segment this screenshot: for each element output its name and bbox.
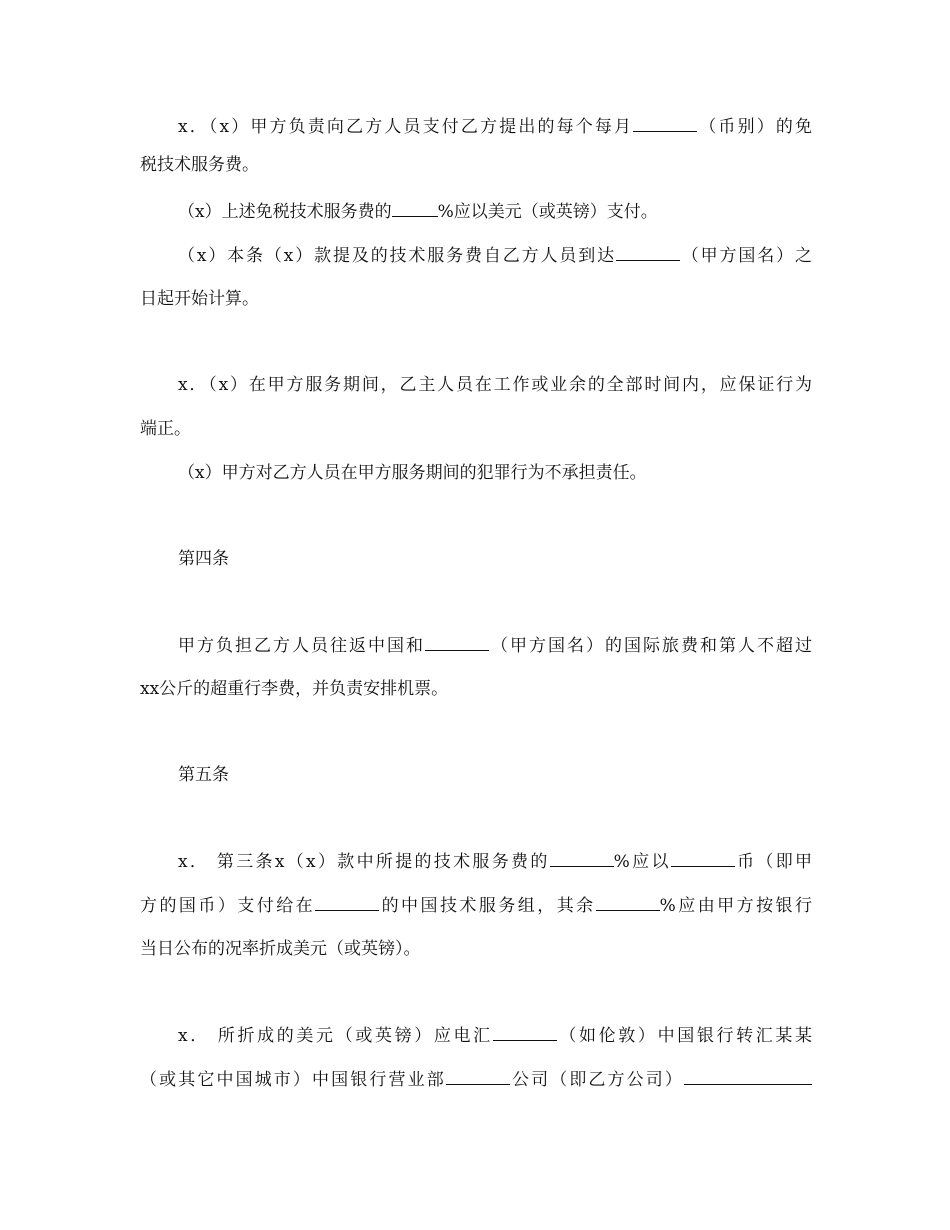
clause3-item2: （x）上述免税技术服务费的 %应以美元（或英镑）支付。 <box>178 202 658 222</box>
clause4-title: 第四条 <box>178 549 229 569</box>
clause3-conduct-line2: 端正。 <box>140 419 191 439</box>
clause5-p2-line1: x． 所折成的美元（或英镑）应电汇 （如伦敦）中国银行转汇某某 <box>178 1026 812 1046</box>
blank-percent <box>596 894 660 911</box>
blank-location <box>315 894 379 911</box>
clause5-p2-line2: （或其它中国城市）中国银行营业部 公司（即乙方公司） <box>140 1068 812 1091</box>
blank-percent <box>392 200 438 217</box>
blank-country <box>425 634 489 651</box>
clause4-line1: 甲方负担乙方人员往返中国和 （甲方国名）的国际旅费和第人不超过 <box>178 636 812 656</box>
clause3-item1-line2: 税技术服务费。 <box>140 155 259 175</box>
clause3-item3-line1: （x）本条（x）款提及的技术服务费自乙方人员到达 （甲方国名）之 <box>178 246 812 266</box>
blank-currency <box>671 850 735 867</box>
blank-account <box>684 1068 812 1085</box>
blank-percent <box>550 850 614 867</box>
blank-city <box>493 1024 557 1041</box>
clause3-item1-line1: x．（x）甲方负责向乙方人员支付乙方提出的每个每月 （币别）的免 <box>178 117 812 137</box>
blank-currency <box>633 115 697 132</box>
clause4-line2: xx公斤的超重行李费，并负责安排机票。 <box>140 679 449 699</box>
clause3-item3-line2: 日起开始计算。 <box>140 289 259 309</box>
blank-country <box>616 244 680 261</box>
blank-company <box>446 1068 510 1085</box>
clause3-conduct-line1: x．（x）在甲方服务期间，乙主人员在工作或业余的全部时间内，应保证行为 <box>178 375 812 395</box>
clause5-title: 第五条 <box>178 765 229 785</box>
clause5-p1-line2: 方的国币）支付给在 的中国技术服务组，其余 %应由甲方按银行 <box>140 896 813 916</box>
clause3-crime-line: （x）甲方对乙方人员在甲方服务期间的犯罪行为不承担责任。 <box>178 463 647 483</box>
clause5-p1-line3: 当日公布的况率折成美元（或英镑）。 <box>140 939 421 959</box>
clause5-p1-line1: x． 第三条x（x）款中所提的技术服务费的 %应以 币（即甲 <box>178 852 813 872</box>
